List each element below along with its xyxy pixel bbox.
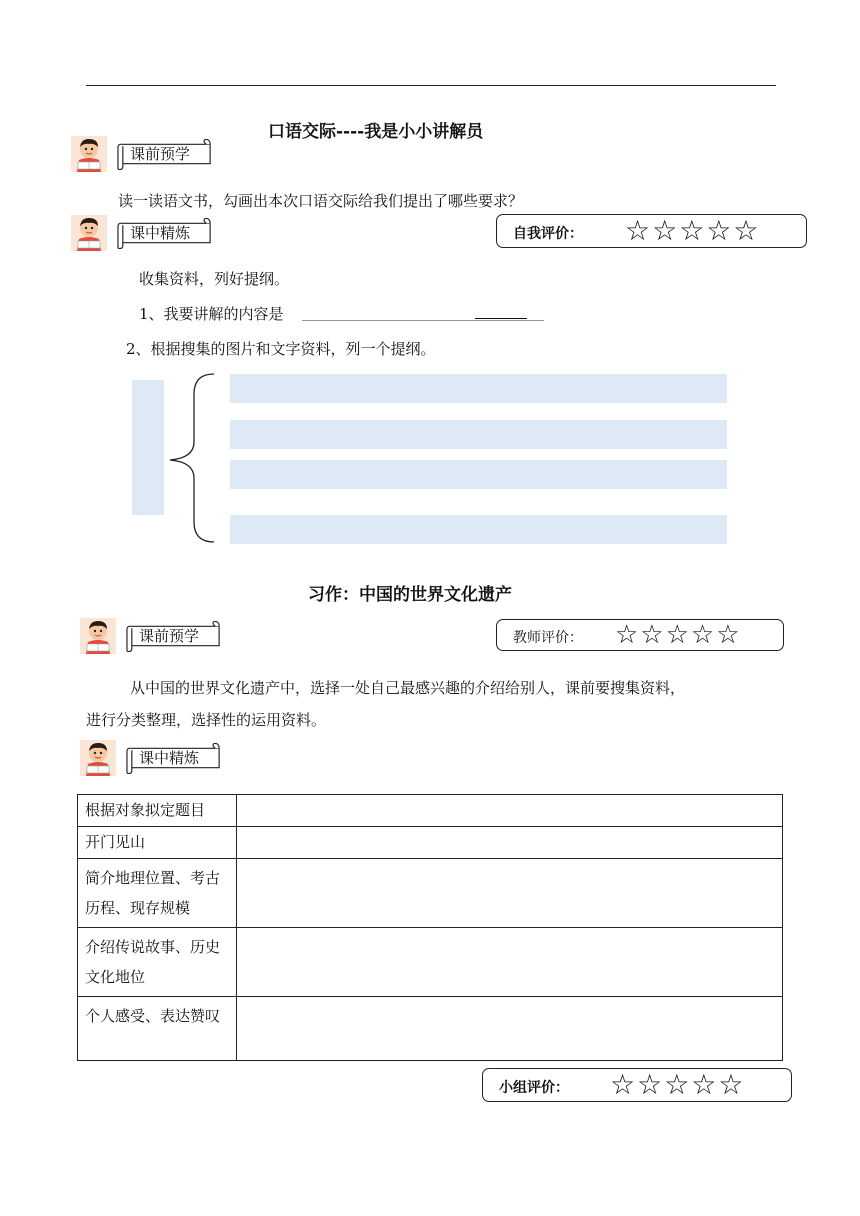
row-label: 简介地理位置、考古历程、现存规模 [78, 859, 237, 928]
header-rule [86, 85, 776, 86]
answer-line-accent [475, 318, 527, 319]
preview-label: 课前预学 [130, 145, 191, 163]
row-value[interactable] [237, 795, 783, 827]
student-reading-icon [71, 215, 107, 251]
table-row [78, 997, 783, 1061]
row-label: 个人感受、表达赞叹 [78, 997, 237, 1061]
teacher-eval-label: 教师评价： [513, 630, 583, 646]
practice-banner-2 [126, 742, 223, 772]
table-row [78, 795, 783, 827]
group-eval-box [482, 1068, 792, 1102]
row-label: 介绍传说故事、历史文化地位 [78, 928, 237, 997]
row-label: 根据对象拟定题目 [78, 795, 237, 827]
writing-outline-table [77, 794, 783, 1061]
group-eval-label: 小组评价： [499, 1080, 569, 1096]
practice-banner [117, 217, 214, 247]
answer-line[interactable] [302, 320, 544, 321]
outline-topic-box[interactable] [132, 380, 164, 515]
outline-line-1[interactable] [230, 374, 727, 403]
outline-line-3[interactable] [230, 460, 727, 489]
group-eval-stars[interactable]: ☆☆☆☆☆ [610, 1068, 746, 1101]
student-reading-icon [80, 618, 116, 654]
para-line-2: 进行分类整理，选择性的运用资料。 [86, 711, 327, 729]
table-row [78, 827, 783, 859]
teacher-eval-stars[interactable]: ☆☆☆☆☆ [615, 620, 742, 650]
row-value[interactable] [237, 827, 783, 859]
instruction-text: 收集资料，列好提纲。 [139, 270, 290, 288]
student-reading-icon [80, 740, 116, 776]
self-eval-box [496, 214, 807, 248]
curly-brace [166, 372, 216, 544]
item1-text: 1、我要讲解的内容是 [139, 305, 284, 323]
practice-label-2: 课中精炼 [139, 749, 200, 767]
row-value[interactable] [237, 859, 783, 928]
section1-title: 口语交际----我是小小讲解员 [268, 122, 484, 142]
para-line-1: 从中国的世界文化遗产中，选择一处自己最感兴趣的介绍给别人，课前要搜集资料， [130, 679, 686, 697]
student-reading-icon [71, 136, 107, 172]
preview-label-2: 课前预学 [139, 627, 200, 645]
row-value[interactable] [237, 997, 783, 1061]
table-row [78, 859, 783, 928]
outline-line-2[interactable] [230, 420, 727, 449]
section2-title: 习作：中国的世界文化遗产 [308, 585, 512, 605]
practice-label: 课中精炼 [130, 224, 191, 242]
teacher-eval-box [496, 619, 784, 651]
row-value[interactable] [237, 928, 783, 997]
outline-line-4[interactable] [230, 515, 727, 544]
table-row [78, 928, 783, 997]
preview-banner-2 [126, 620, 223, 650]
preview-text: 读一读语文书，勾画出本次口语交际给我们提出了哪些要求？ [118, 192, 524, 210]
self-eval-stars[interactable]: ☆☆☆☆☆ [625, 214, 761, 247]
preview-banner [117, 138, 214, 168]
self-eval-label: 自我评价： [513, 226, 583, 242]
row-label: 开门见山 [78, 827, 237, 859]
item2-text: 2、根据搜集的图片和文字资料，列一个提纲。 [126, 340, 436, 358]
